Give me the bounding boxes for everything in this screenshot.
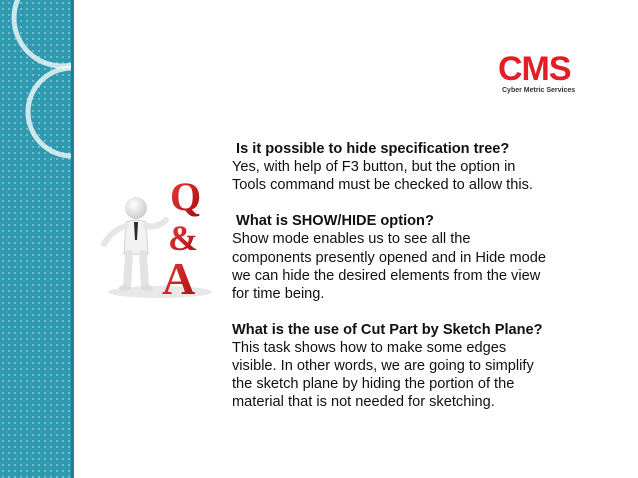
company-logo <box>498 52 594 98</box>
faq-question-2: What is SHOW/HIDE option? <box>232 213 434 230</box>
faq-content <box>232 140 552 411</box>
qa-letter-amp: & <box>168 218 198 258</box>
faq-answer-2: Show mode enables us to see all the components presently opened and in Hide mode we can hide the desired elements from the view for time being. <box>232 231 546 302</box>
faq-question-1: Is it possible to hide specification tree? <box>232 141 510 157</box>
qa-figure-icon <box>100 172 216 300</box>
faq-question-3: What is the use of Cut Part by Sketch Plane? <box>232 321 543 338</box>
faq-answer-3: This task shows how to make some edges visible. In other words, we are going to simplify the sketch plane by hiding the portion of the material that is not needed for sketching. <box>232 340 534 411</box>
qa-letter-q: Q <box>170 174 202 219</box>
spacer <box>232 303 552 321</box>
faq-answer-1: Yes, with help of F3 button, but the option in Tools command must be checked to allow this. <box>232 159 533 194</box>
side-band-edge <box>71 0 74 478</box>
decorative-rings <box>0 0 71 478</box>
qa-letter-a: A <box>162 253 196 300</box>
spacer <box>232 194 552 212</box>
logo-subtitle: Cyber Metric Services <box>502 87 576 94</box>
logo-text: CMS <box>498 50 571 88</box>
decorative-side-band <box>0 0 71 478</box>
